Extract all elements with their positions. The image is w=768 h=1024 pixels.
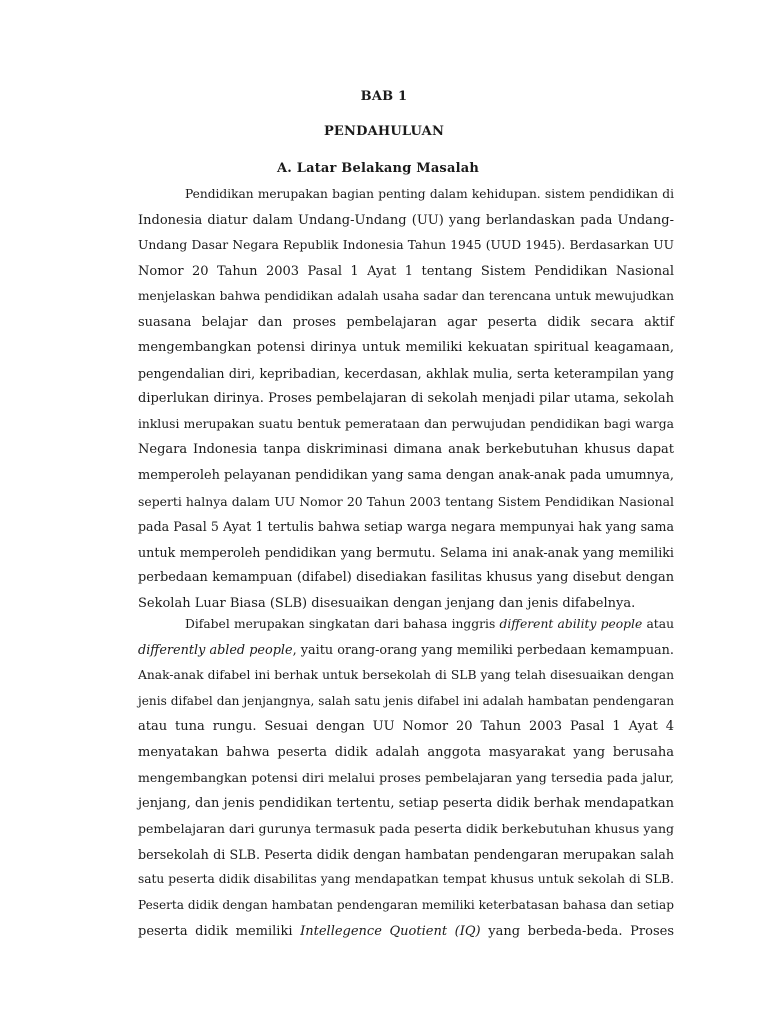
paragraph-line: jenis difabel dan jenjangnya, salah satu jenis difabel ini adalah hambatan pendengaran [138, 693, 674, 708]
paragraph-line: mengembangkan potensi diri melalui proses pembelajaran yang tersedia pada jalur, [138, 770, 674, 786]
paragraph-line: diperlukan dirinya. Proses pembelajaran di sekolah menjadi pilar utama, sekolah [138, 391, 674, 407]
paragraph-line: Negara Indonesia tanpa diskriminasi dimana anak berkebutuhan khusus dapat [138, 442, 674, 458]
paragraph-line: mengembangkan potensi dirinya untuk memiliki kekuatan spiritual keagamaan, [138, 340, 674, 356]
paragraph-line: Peserta didik dengan hambatan pendengaran memiliki keterbatasan bahasa dan setiap [138, 898, 674, 913]
paragraph-line: menyatakan bahwa peserta didik adalah anggota masyarakat yang berusaha [138, 744, 674, 760]
paragraph-line: perbedaan kemampuan (difabel) disediakan fasilitas khusus yang disebut dengan [138, 570, 674, 586]
text-run: , yaitu orang-orang yang memiliki perbedaan kemampuan. [292, 642, 674, 658]
paragraph-2 [138, 612, 674, 944]
text-run: yang berbeda-beda. Proses [480, 923, 674, 939]
paragraph-line: Pendidikan merupakan bagian penting dalam kehidupan. sistem pendidikan di [185, 187, 674, 201]
paragraph-line: menjelaskan bahwa pendidikan adalah usaha sadar dan terencana untuk mewujudkan [138, 289, 674, 304]
paragraph-line: Sekolah Luar Biasa (SLB) disesuaikan dengan jenjang dan jenis difabelnya. [138, 595, 636, 611]
chapter-title: PENDAHULUAN [323, 124, 445, 139]
section-heading: A. Latar Belakang Masalah [277, 161, 479, 176]
paragraph-line [138, 919, 674, 945]
paragraph-line: untuk memperoleh pendidikan yang bermutu. Selama ini anak-anak yang memiliki [138, 544, 674, 560]
paragraph-line: inklusi merupakan suatu bentuk pemerataan dan perwujudan pendidikan bagi warga [138, 416, 674, 431]
paragraph-line: seperti halnya dalam UU Nomor 20 Tahun 2003 tentang Sistem Pendidikan Nasional [138, 493, 674, 509]
text-run: atau [642, 617, 674, 631]
italic-term: Intellegence Quotient (IQ) [300, 923, 481, 939]
paragraph-line: pengendalian diri, kepribadian, kecerdasan, akhlak mulia, serta keterampilan yang [138, 365, 674, 381]
paragraph-line: pada Pasal 5 Ayat 1 tertulis bahwa setiap warga negara mempunyai hak yang sama [138, 519, 674, 535]
paragraph-line: atau tuna rungu. Sesuai dengan UU Nomor 20 Tahun 2003 Pasal 1 Ayat 4 [138, 719, 674, 735]
italic-term: differently abled people [138, 642, 293, 658]
italic-term: different ability people [499, 617, 643, 631]
paragraph-line: Nomor 20 Tahun 2003 Pasal 1 Ayat 1 tentang Sistem Pendidikan Nasional [138, 263, 674, 279]
paragraph-line: Indonesia diatur dalam Undang-Undang (UU) yang berlandaskan pada Undang- [138, 212, 674, 228]
paragraph-line: Anak-anak difabel ini berhak untuk bersekolah di SLB yang telah disesuaikan dengan [138, 668, 674, 683]
paragraph-line: Undang Dasar Negara Republik Indonesia Tahun 1945 (UUD 1945). Berdasarkan UU [138, 238, 674, 253]
paragraph-line: bersekolah di SLB. Peserta didik dengan hambatan pendengaran merupakan salah [138, 846, 674, 862]
text-run: peserta didik memiliki [138, 923, 301, 939]
paragraph-1 [138, 182, 674, 616]
paragraph-line: jenjang, dan jenis pendidikan tertentu, setiap peserta didik berhak mendapatkan [138, 795, 674, 811]
text-run: Difabel merupakan singkatan dari bahasa inggris [185, 617, 500, 631]
chapter-number: BAB 1 [360, 89, 408, 104]
paragraph-line: suasana belajar dan proses pembelajaran agar peserta didik secara aktif [138, 314, 674, 330]
paragraph-line [138, 638, 674, 664]
paragraph-line [138, 612, 674, 638]
paragraph-line: memperoleh pelayanan pendidikan yang sama dengan anak-anak pada umumnya, [138, 468, 674, 484]
paragraph-line: satu peserta didik disabilitas yang mendapatkan tempat khusus untuk sekolah di SLB. [138, 872, 674, 887]
paragraph-line: pembelajaran dari gurunya termasuk pada peserta didik berkebutuhan khusus yang [138, 821, 674, 837]
